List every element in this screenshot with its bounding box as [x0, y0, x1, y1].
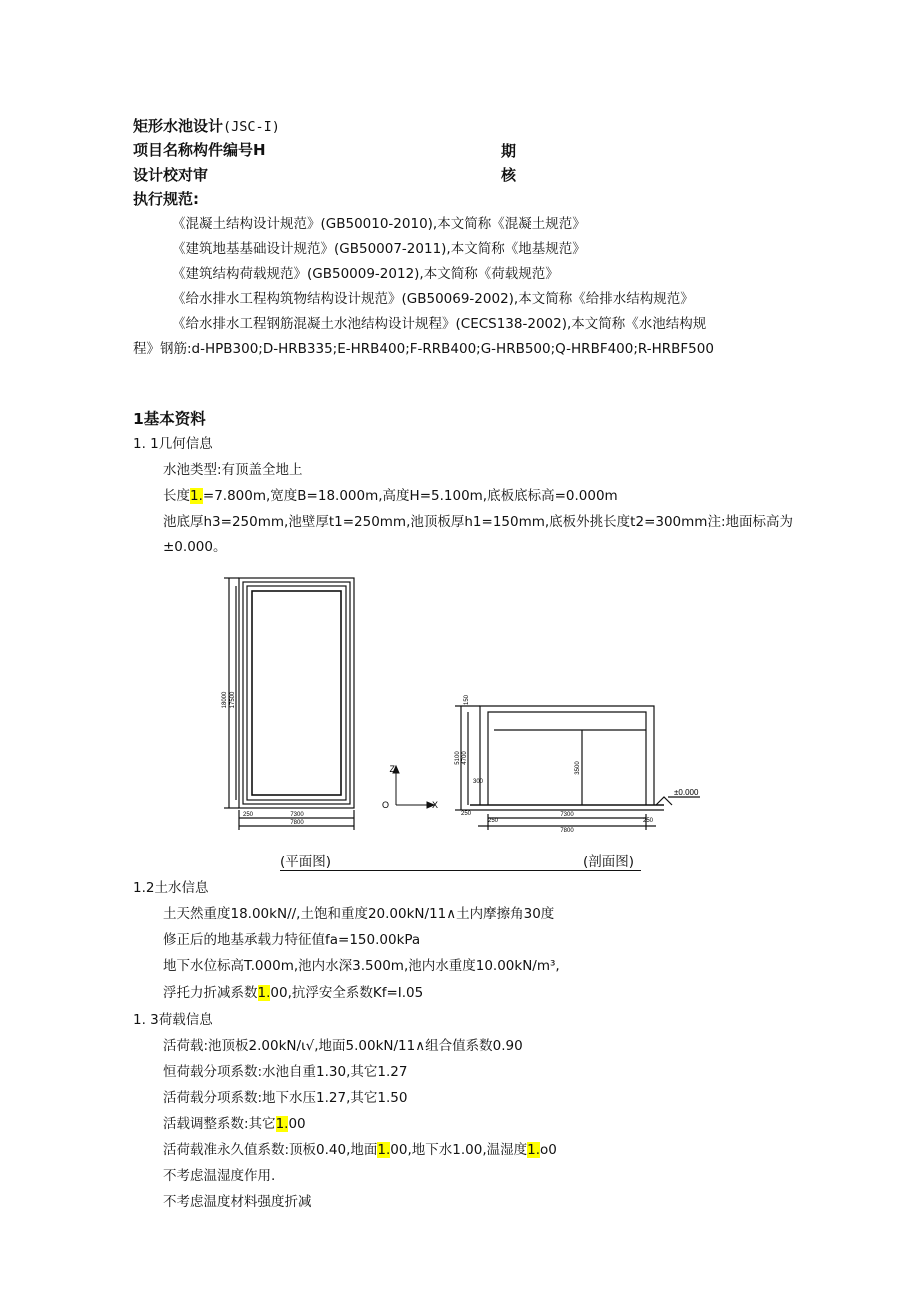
thickness-line-continued: ±0.000。 [163, 539, 227, 555]
doc-code: (JSC-I) [223, 119, 280, 135]
plan-dim-side-b: 17500 [230, 691, 236, 709]
load-line: 活荷载:池顶板2.00kN/ι√,地面5.00kN/11∧组合值系数0.90 [163, 1038, 523, 1054]
load-line: 不考虑温湿度作用. [163, 1168, 276, 1184]
load-l4-pre: 活载调整系数:其它 [163, 1116, 276, 1132]
axis-o-label: O [381, 800, 389, 810]
section-dim-inner-w: 7300 [560, 812, 574, 818]
load-l4-post: 00 [288, 1116, 306, 1132]
plan-dim-inner: 7300 [290, 812, 304, 818]
load-line: 恒荷载分项系数:水池自重1.30,其它1.27 [163, 1064, 408, 1080]
norm-item: 《给水排水工程构筑物结构设计规范》(GB50069-2002),本文简称《给排水结构规范》 [172, 291, 694, 307]
section-dim-edge-left: 250 [487, 818, 499, 824]
load-l5-b: 00,地下水1.00,温湿度 [390, 1142, 528, 1158]
subsection-soil: 1.2土水信息 [133, 880, 209, 896]
caption-plan: (平面图) [280, 854, 332, 870]
pool-type: 水池类型:有顶盖全地上 [163, 462, 303, 478]
load-line: 活荷载分项系数:地下水压1.27,其它1.50 [163, 1090, 408, 1106]
subsection-load: 1. 3荷载信息 [133, 1012, 213, 1028]
load-l5-a: 活荷载准永久值系数:顶板0.40,地面 [163, 1142, 378, 1158]
header-review-label: 核 [501, 166, 517, 184]
section-dim-total-h: 5100 [455, 751, 461, 765]
dims-post: =7.800m,宽度B=18.000m,高度H=5.100m,底板底标高=0.000m [202, 488, 618, 504]
highlight: 1. [377, 1142, 391, 1158]
pool-drawings [0, 570, 920, 870]
caption-underline [280, 870, 641, 871]
section-title: 1基本资料 [133, 410, 206, 428]
header-project-row: 项目名称构件编号H [133, 141, 266, 159]
header-design-row: 设计校对审 [133, 166, 209, 184]
soil-line: 地下水位标高T.000m,池内水深3.500m,池内水重度10.00kN/m³, [163, 958, 560, 974]
norm-item: 《给水排水工程钢筋混凝土水池结构设计规程》(CECS138-2002),本文简称《水池结构规 [172, 316, 707, 332]
header-date-label: 期 [501, 142, 517, 160]
load-l5-c: o0 [540, 1142, 557, 1158]
plan-view [224, 578, 354, 830]
load-line [163, 1118, 306, 1132]
doc-title: 矩形水池设计 [133, 117, 224, 135]
highlight: 1. [190, 488, 203, 504]
norm-item: 《建筑结构荷载规范》(GB50009-2012),本文简称《荷载规范》 [172, 266, 559, 282]
dimensions-line [163, 490, 618, 504]
highlight: 1. [257, 985, 271, 1001]
section-dim-ext: 300 [472, 779, 484, 785]
soil-line: 土天然重度18.00kN//,土饱和重度20.00kN/11∧土内摩擦角30度 [163, 906, 555, 922]
load-line [163, 1144, 557, 1158]
soil-line: 修正后的地基承载力特征值fa=150.00kPa [163, 932, 421, 948]
axis-z-label: Z [389, 764, 395, 774]
norms-heading: 执行规范: [133, 190, 199, 208]
caption-section: (剖面图) [583, 854, 635, 870]
soil-l4-post: 00,抗浮安全系数Kf=I.05 [270, 985, 424, 1001]
norm-item-continued: 程》钢筋:d-HPB300;D-HRB335;E-HRB400;F-RRB400;G-HRB500;Q-HRBF400;R-HRBF500 [133, 341, 714, 357]
axis-x-label: X [432, 800, 439, 810]
axes-icon [393, 766, 434, 808]
load-line: 不考虑温度材料强度折减 [163, 1194, 312, 1210]
dims-pre: 长度 [163, 488, 190, 504]
highlight: 1. [275, 1116, 289, 1132]
section-dim-top: 150 [464, 694, 470, 706]
soil-line [163, 987, 423, 1001]
ground-level-label: ±0.000 [674, 788, 699, 797]
norm-item: 《混凝土结构设计规范》(GB50010-2010),本文简称《混凝土规范》 [172, 216, 586, 232]
section-dim-bottom: 250 [460, 811, 472, 817]
plan-dim-outer: 7800 [290, 820, 304, 826]
plan-dim-end: 250 [242, 812, 254, 818]
section-dim-outer-w: 7800 [560, 828, 574, 834]
highlight: 1. [527, 1142, 541, 1158]
subsection-geo: 1. 1几何信息 [133, 436, 213, 452]
section-dim-wall-h: 4700 [462, 751, 468, 765]
section-dim-water: 3500 [575, 761, 581, 775]
soil-l4-pre: 浮托力折减系数 [163, 985, 258, 1001]
thickness-line: 池底厚h3=250mm,池壁厚t1=250mm,池顶板厚h1=150mm,底板外挑长度t2=300mm注:地面标高为 [163, 514, 793, 530]
norm-item: 《建筑地基基础设计规范》(GB50007-2011),本文简称《地基规范》 [172, 241, 586, 257]
section-dim-edge-right: 250 [642, 818, 654, 824]
plan-dim-side-a: 18000 [222, 691, 228, 709]
